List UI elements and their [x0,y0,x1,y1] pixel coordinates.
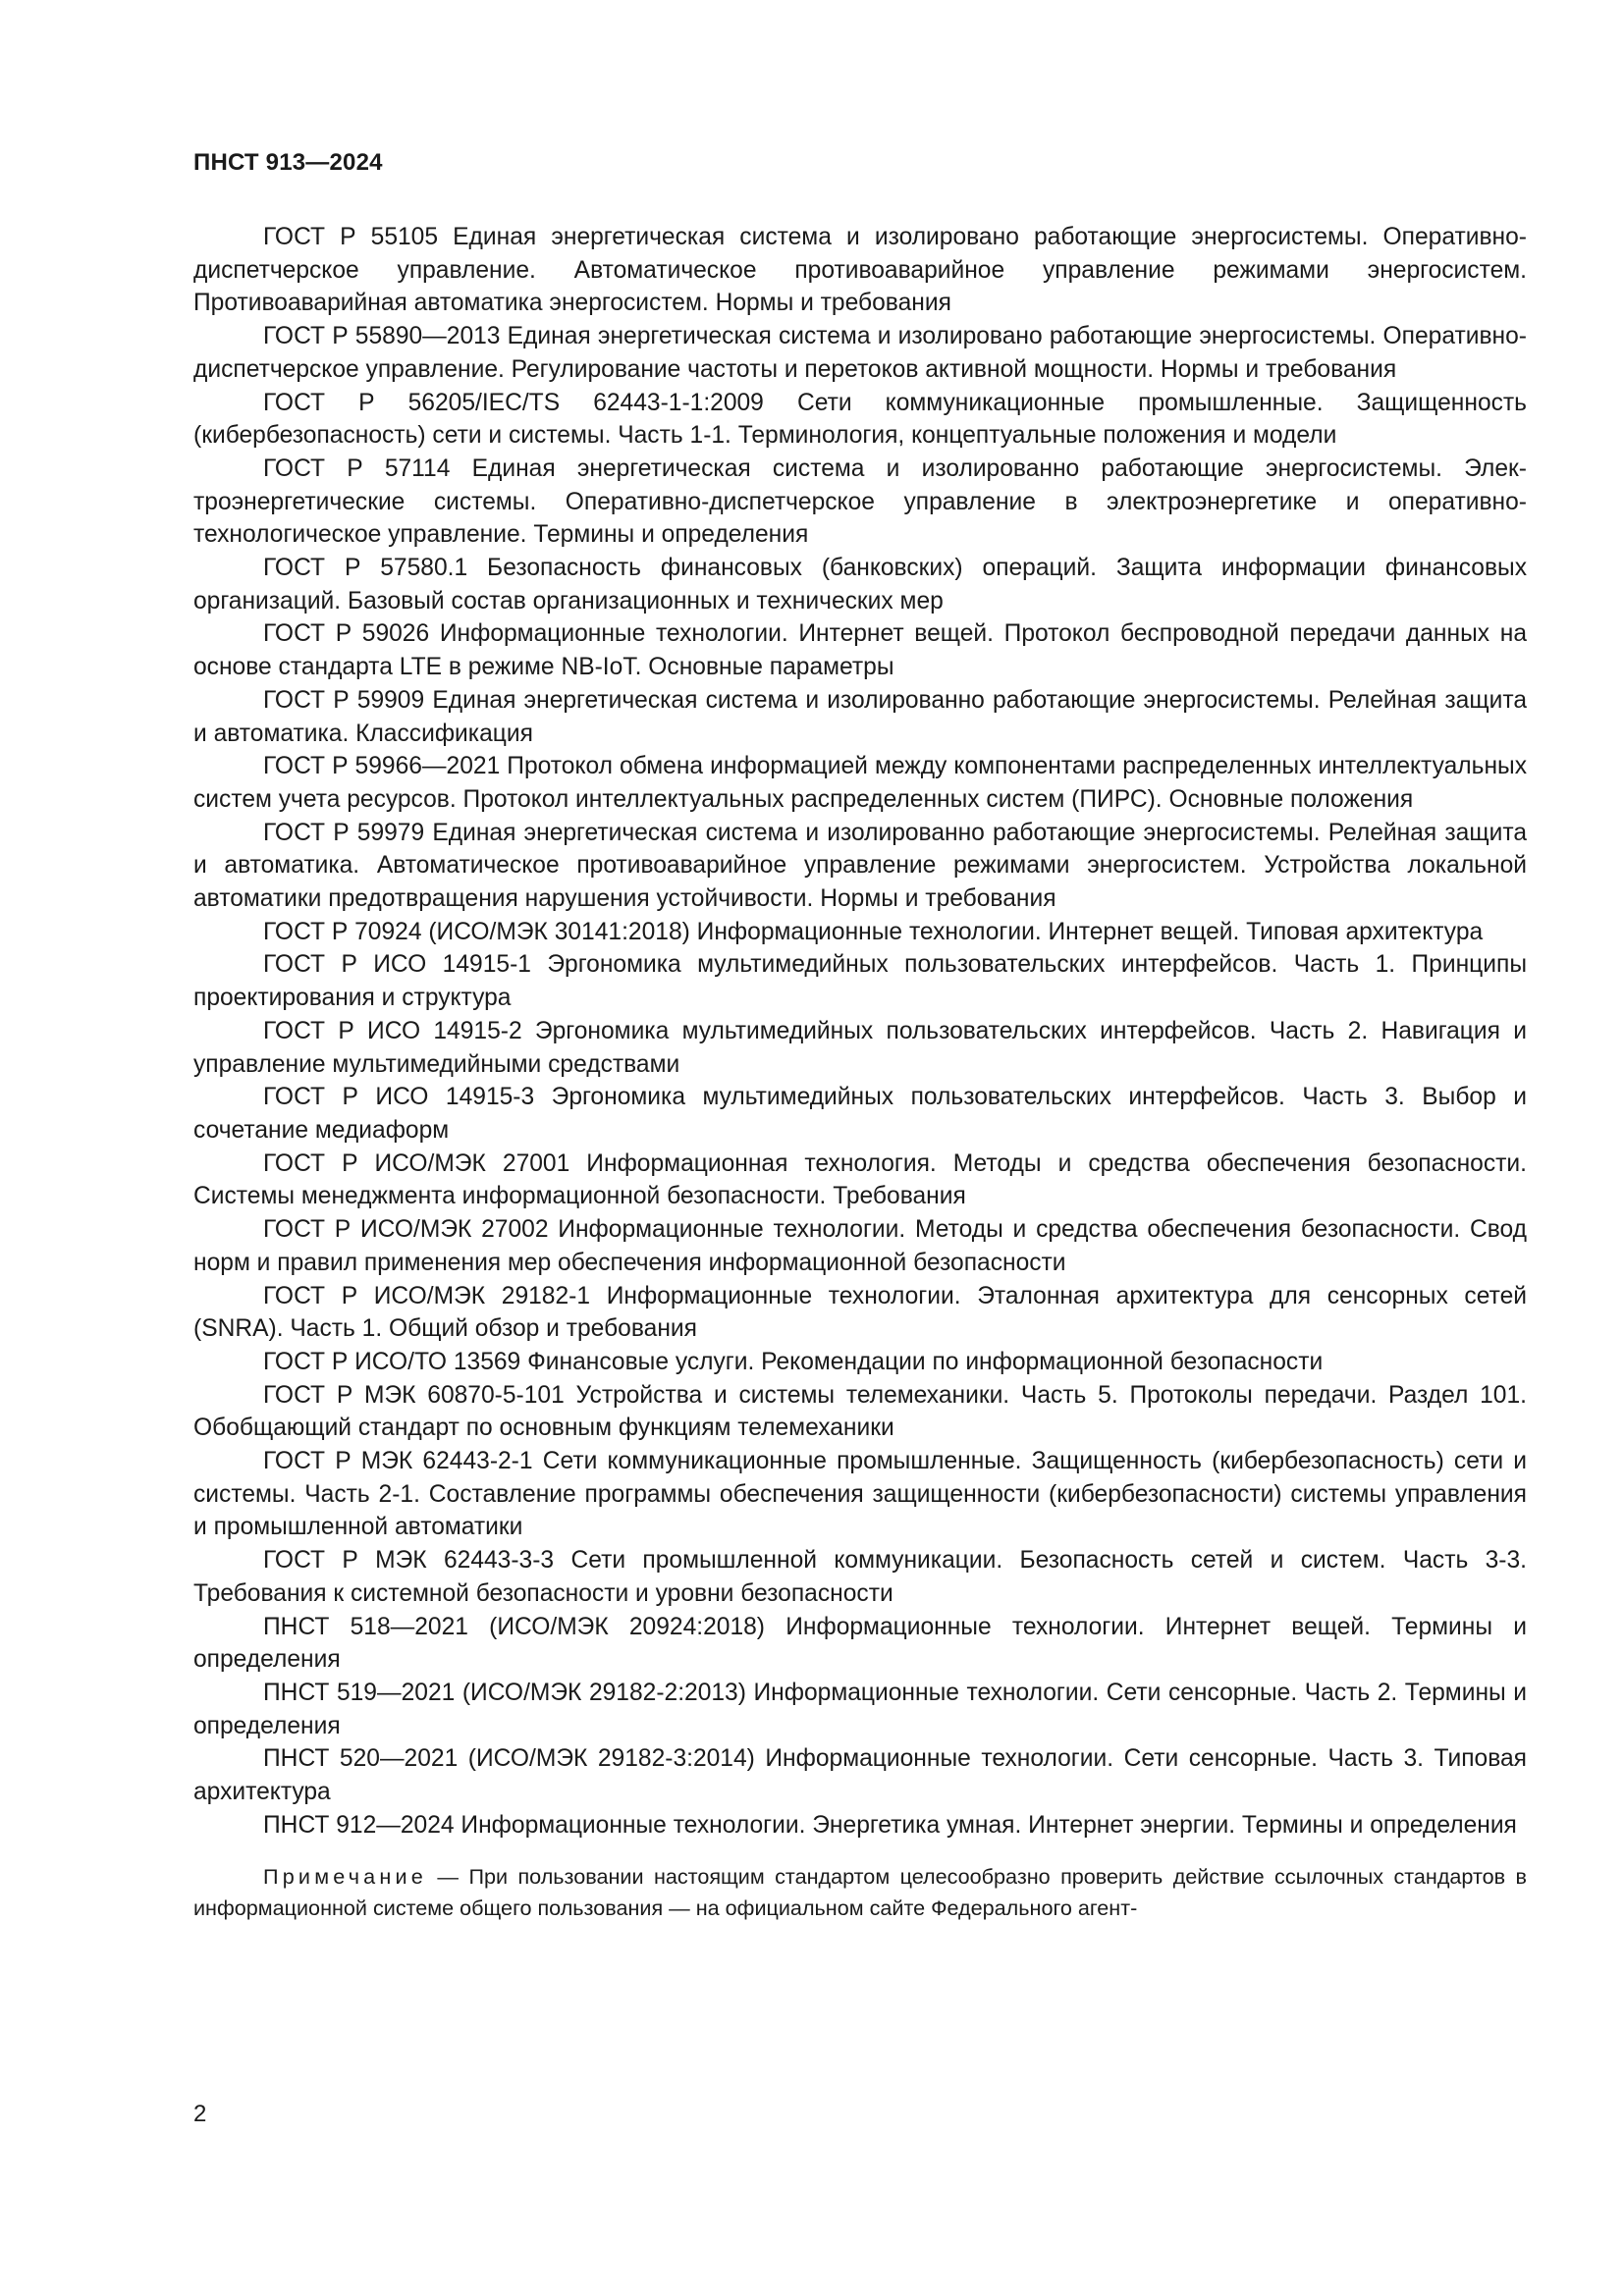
reference-item: ГОСТ Р 55890—2013 Единая энергетическая система и изолировано работающие энергосистемы. Оперативно-диспетчерское управление. Регулирование частоты и перетоков активной мощности. Нормы и требования [193,323,1527,383]
reference-item: ГОСТ Р ИСО/ТО 13569 Финансовые услуги. Рекомендации по информационной безопасности [263,1348,1324,1375]
reference-item: ГОСТ Р 59966—2021 Протокол обмена информацией между компонентами распределенных интеллектуальных систем учета ресурсов. Протокол интеллектуальных распределенных систем (ПИРС). Основные положения [193,753,1527,813]
reference-item: ГОСТ Р МЭК 62443-2-1 Сети коммуникационные промышленные. Защищенность (кибербезопасность) сети и системы. Часть 2-1. Составление программы обеспечения защищенности (кибербезопасности) системы управления и промышленной автоматики [193,1448,1527,1541]
reference-item: ПНСТ 519—2021 (ИСО/МЭК 29182-2:2013) Информационные технологии. Сети сенсорные. Часть 2. Термины и определения [193,1679,1527,1739]
reference-item: ГОСТ Р ИСО 14915-2 Эргономика мультимедийных пользовательских интерфейсов. Часть 2. Навигация и управление мультимедийными средствами [193,1017,1527,1078]
reference-item: ГОСТ Р 56205/IEC/TS 62443-1-1:2009 Сети коммуникационные промышленные. Защищенность (кибербезопасность) сети и системы. Часть 1-1. Терминология, концептуальные положения и модели [193,389,1527,450]
reference-item: ГОСТ Р ИСО/МЭК 29182-1 Информационные технологии. Эталонная архитектура для сенсорных сетей (SNRA). Часть 1. Общий обзор и требования [193,1282,1527,1343]
note-text: — При пользовании настоящим стандартом целесообразно проверить действие ссылочных стандартов в информационной системе общего пользования — на официальном сайте Федерального агент- [193,1864,1527,1921]
reference-item: ПНСТ 912—2024 Информационные технологии. Энергетика умная. Интернет энергии. Термины и определения [263,1811,1517,1839]
reference-item: ГОСТ Р 70924 (ИСО/МЭК 30141:2018) Информационные технологии. Интернет вещей. Типовая архитектура [263,918,1484,945]
reference-item: ГОСТ Р МЭК 62443-3-3 Сети промышленной коммуникации. Безопасность сетей и систем. Часть 3-3. Требования к системной безопасности и уровни безопасности [193,1547,1527,1607]
note-paragraph [193,1861,1527,1924]
reference-item: ГОСТ Р МЭК 60870-5-101 Устройства и системы телемеханики. Часть 5. Протоколы передачи. Раздел 101. Обобщающий стандарт по основным функциям телемеханики [193,1381,1527,1442]
reference-item: ГОСТ Р 55105 Единая энергетическая система и изолировано работающие энергосистемы. Оперативно-диспетчерское управление. Автоматическое противоаварийное управление режимами энергосистем. Противоаварийная автоматика энергосистем. Нормы и требования [193,224,1527,317]
reference-item: ГОСТ Р 59909 Единая энергетическая система и изолированно работающие энергосистемы. Релейная защита и автоматика. Классификация [193,686,1527,747]
reference-item: ГОСТ Р ИСО 14915-3 Эргономика мультимедийных пользовательских интерфейсов. Часть 3. Выбор и сочетание медиаформ [193,1084,1527,1144]
reference-item: ГОСТ Р ИСО/МЭК 27002 Информационные технологии. Методы и средства обеспечения безопасности. Свод норм и правил применения мер обеспечения информационной безопасности [193,1216,1527,1276]
reference-item: ГОСТ Р ИСО/МЭК 27001 Информационная технология. Методы и средства обеспечения безопасности. Системы менеджмента информационной безопасности. Требования [193,1149,1527,1210]
references-list [193,221,1527,1924]
reference-item: ПНСТ 518—2021 (ИСО/МЭК 20924:2018) Информационные технологии. Интернет вещей. Термины и определения [193,1613,1527,1674]
page-number: 2 [193,2101,207,2127]
reference-item: ПНСТ 520—2021 (ИСО/МЭК 29182-3:2014) Информационные технологии. Сети сенсорные. Часть 3. Типовая архитектура [193,1745,1527,1806]
reference-item: ГОСТ Р 59979 Единая энергетическая система и изолированно работающие энергосистемы. Релейная защита и автоматика. Автоматическое противоаварийное управление режимами энергосистем. Устройства локальной автоматики предотвращения нарушения устойчивости. Нормы и требования [193,819,1527,913]
reference-item: ГОСТ Р ИСО 14915-1 Эргономика мультимедийных пользовательских интерфейсов. Часть 1. Принципы проектирования и структура [193,951,1527,1012]
note-label: Примечание [263,1864,427,1890]
document-code-header: ПНСТ 913—2024 [193,149,383,176]
reference-item: ГОСТ Р 57580.1 Безопасность финансовых (банковских) операций. Защита информации финансовых организаций. Базовый состав организационных и технических мер [193,555,1527,614]
reference-item: ГОСТ Р 59026 Информационные технологии. Интернет вещей. Протокол беспроводной передачи данных на основе стандарта LTE в режиме NB-IoT. Основные параметры [193,620,1527,681]
reference-item: ГОСТ Р 57114 Единая энергетическая система и изолированно работающие энергосистемы. Электроэнергетические системы. Оперативно-диспетчерское управление в электроэнергетике и оперативно-технологическое управление. Термины и определения [193,454,1527,549]
